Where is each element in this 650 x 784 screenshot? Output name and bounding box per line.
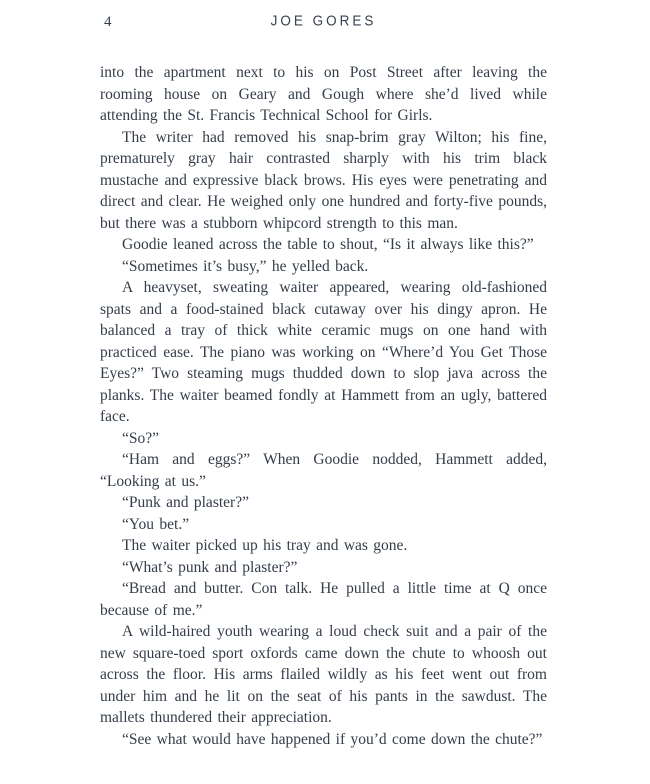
paragraph: “Sometimes it’s busy,” he yelled back. (122, 257, 369, 275)
paragraph: “Bread and butter. Con talk. He pulled a little time at Q once because of me.” (100, 580, 547, 619)
paragraph: Goodie leaned across the table to shout, “Is it always like this?” (122, 236, 534, 253)
running-header: JOE GORES (270, 12, 377, 29)
paragraph: “Ham and eggs?” When Goodie nodded, Hammett added, “Looking at us.” (100, 451, 547, 490)
paragraph: into the apartment next to his on Post Street after leaving the rooming house on Geary and Gough where she’d lived while attending the St. Francis Technical School for Girls. (100, 64, 547, 124)
paragraph: A heavyset, sweating waiter appeared, wearing old-fashioned spats and a food-stained black cutaway over his dingy apron. He balanced a tray of thick white ceramic mugs on one hand with practiced ease. The piano was working on “Where’d You Get Those Eyes?” Two steaming mugs thudded down to slop java across the planks. The waiter beamed fondly at Hammett from an ugly, battered face. (100, 279, 547, 425)
paragraph: The writer had removed his snap-brim gray Wilton; his fine, prematurely gray hair contrasted sharply with his trim black mustache and expressive black brows. His eyes were penetrating and direct and clear. He weighed only one hundred and forty-five pounds, but there was a stubborn whipcord strength to this man. (100, 128, 547, 232)
paragraph: “So?” (122, 429, 160, 447)
paragraph: “What’s punk and plaster?” (122, 558, 298, 576)
paragraph: The waiter picked up his tray and was gone. (122, 537, 408, 554)
paragraph: “You bet.” (122, 515, 190, 533)
page-number: 4 (104, 14, 112, 30)
paragraph: A wild-haired youth wearing a loud check suit and a pair of the new square-toed sport oxfords came down the chute to whoosh out across the floor. His arms flailed wildly as his feet went out from under him and he lit on the seat of his pants in the sawdust. The mallets thundered their appreciation. (100, 623, 547, 726)
paragraph: “Punk and plaster?” (122, 494, 249, 511)
paragraph: “See what would have happened if you’d come down the chute?” (122, 730, 543, 748)
page-body (100, 62, 547, 750)
page-header (100, 13, 547, 33)
